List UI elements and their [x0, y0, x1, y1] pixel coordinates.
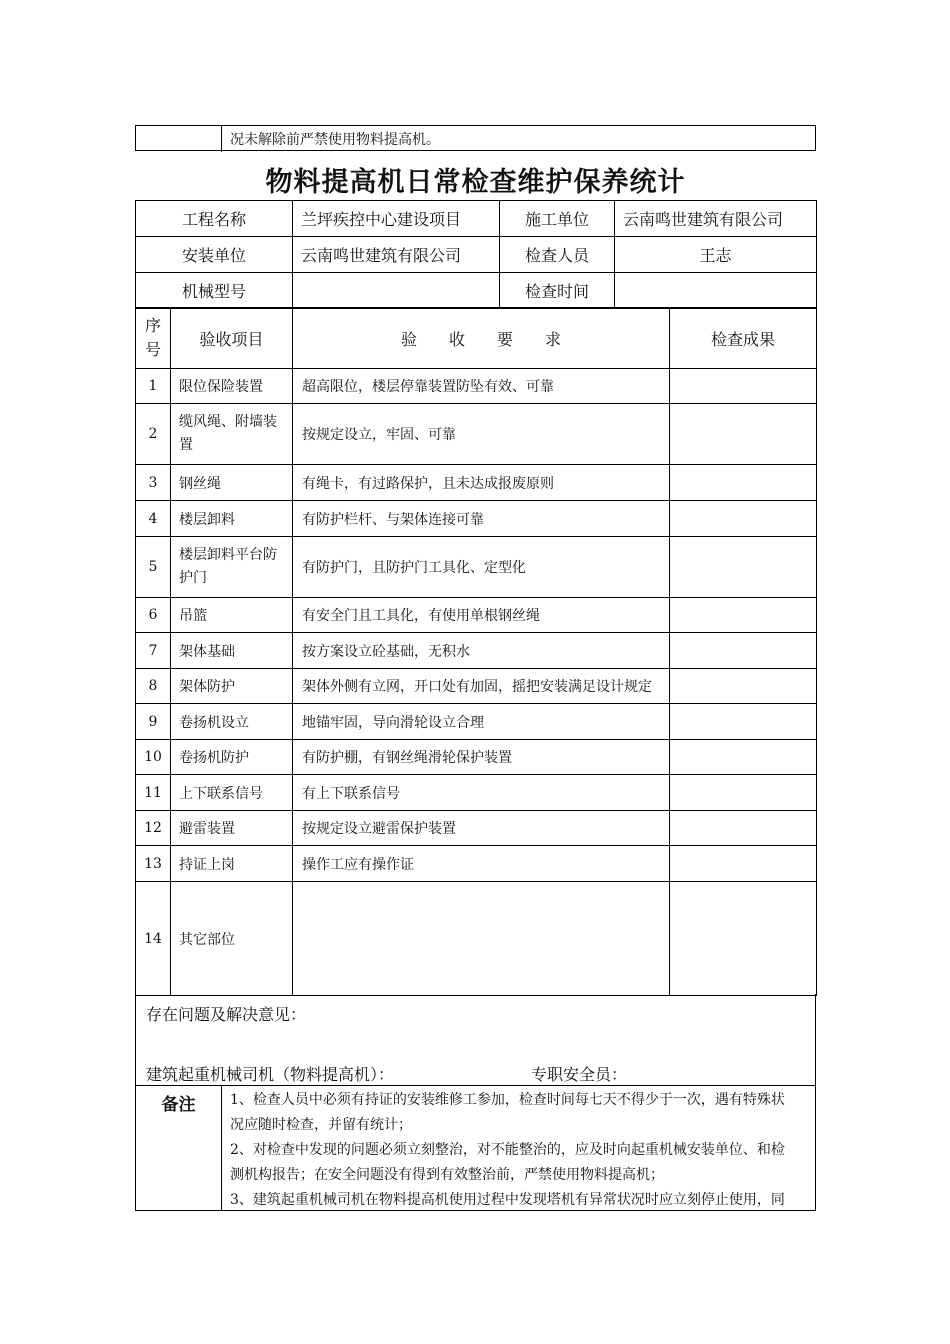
table-row [136, 465, 817, 501]
safety-officer-signature-label: 专职安全员： [531, 1065, 628, 1084]
row-number: 11 [136, 775, 171, 811]
row-requirement: 有防护棚，有钢丝绳滑轮保护装置 [293, 740, 670, 775]
table-row [136, 369, 817, 404]
table-row [136, 882, 817, 996]
row-result [670, 633, 817, 669]
row-item: 楼层卸料 [171, 501, 293, 537]
page-title: 物料提高机日常检查维护保养统计 [265, 167, 686, 198]
row-number: 4 [136, 501, 171, 537]
row-number: 6 [136, 598, 171, 633]
note-line: 2、对检查中发现的问题必须立刻整治，对不能整治的，应及时向起重机械安装单位、和检 [230, 1142, 785, 1158]
row-requirement: 有防护门，且防护门工具化、定型化 [293, 537, 670, 598]
row-requirement: 有防护栏杆、与架体连接可靠 [293, 501, 670, 537]
note-line: 况应随时检查，并留有统计； [230, 1117, 412, 1133]
inspection-table [135, 307, 817, 996]
inspector-value: 王志 [615, 237, 817, 273]
row-result [670, 775, 817, 811]
constructor-value: 云南鸣世建筑有限公司 [615, 201, 817, 237]
continuation-blank-cell [136, 126, 222, 152]
table-row [136, 775, 817, 811]
row-number: 1 [136, 369, 171, 404]
table-row [136, 811, 817, 846]
row-result [670, 465, 817, 501]
row-requirement: 有安全门且工具化，有使用单根钢丝绳 [293, 598, 670, 633]
row-result [670, 882, 817, 996]
row-item: 持证上岗 [171, 846, 293, 882]
row-requirement: 按规定设立避雷保护装置 [293, 811, 670, 846]
table-row [136, 704, 817, 740]
row-result [670, 598, 817, 633]
table-row [136, 598, 817, 633]
problems-label: 存在问题及解决意见： [146, 1005, 307, 1024]
row-result [670, 404, 817, 465]
problems-section [135, 994, 816, 1086]
row-requirement: 有上下联系信号 [293, 775, 670, 811]
time-label: 检查时间 [500, 273, 615, 309]
row-item: 吊篮 [171, 598, 293, 633]
row-number: 14 [136, 882, 171, 996]
row-requirement: 操作工应有操作证 [293, 846, 670, 882]
project-value: 兰坪疾控中心建设项目 [293, 201, 500, 237]
time-value [615, 273, 817, 309]
row-result [670, 537, 817, 598]
column-header-requirement: 验 收 要 求 [293, 308, 670, 369]
notes-label: 备注 [136, 1086, 222, 1210]
row-item: 限位保险装置 [171, 369, 293, 404]
row-item: 楼层卸料平台防护门 [171, 537, 293, 598]
row-requirement: 按方案设立砼基础，无积水 [293, 633, 670, 669]
row-item: 缆风绳、附墙装置 [171, 404, 293, 465]
continuation-text: 况未解除前严禁使用物料提高机。 [230, 132, 440, 148]
table-row [136, 633, 817, 669]
row-requirement: 超高限位，楼层停靠装置防坠有效、可靠 [293, 369, 670, 404]
row-result [670, 811, 817, 846]
row-item: 架体防护 [171, 669, 293, 704]
installer-value: 云南鸣世建筑有限公司 [293, 237, 500, 273]
installer-label: 安装单位 [136, 237, 293, 273]
row-number: 2 [136, 404, 171, 465]
notes-body [230, 1088, 810, 1213]
header-info-table [135, 200, 817, 309]
table-row [136, 537, 817, 598]
table-row [136, 501, 817, 537]
row-number: 12 [136, 811, 171, 846]
row-requirement: 有绳卡，有过路保护，且未达成报废原则 [293, 465, 670, 501]
row-requirement: 地锚牢固，导向滑轮设立合理 [293, 704, 670, 740]
row-number: 10 [136, 740, 171, 775]
model-value [293, 273, 500, 309]
model-label: 机械型号 [136, 273, 293, 309]
note-line: 3、建筑起重机械司机在物料提高机使用过程中发现塔机有异常状况时应立刻停止使用，同 [230, 1192, 785, 1208]
row-result [670, 669, 817, 704]
row-requirement [293, 882, 670, 996]
row-number: 7 [136, 633, 171, 669]
column-header-result: 检查成果 [670, 308, 817, 369]
note-line: 1、检查人员中必须有持证的安装维修工参加，检查时间每七天不得少于一次，遇有特殊状 [230, 1092, 785, 1108]
row-result [670, 704, 817, 740]
row-item: 上下联系信号 [171, 775, 293, 811]
column-header-seq: 序 号 [136, 308, 171, 369]
row-item: 卷扬机设立 [171, 704, 293, 740]
table-row [136, 740, 817, 775]
row-item: 卷扬机防护 [171, 740, 293, 775]
table-row [136, 404, 817, 465]
row-requirement: 架体外侧有立网，开口处有加固，摇把安装满足设计规定 [293, 669, 670, 704]
row-number: 3 [136, 465, 171, 501]
row-result [670, 740, 817, 775]
inspector-label: 检查人员 [500, 237, 615, 273]
row-result [670, 369, 817, 404]
row-number: 13 [136, 846, 171, 882]
column-header-item: 验收项目 [171, 308, 293, 369]
note-line: 测机构报告；在安全问题没有得到有效整治前，严禁使用物料提高机； [230, 1167, 664, 1183]
row-item: 其它部位 [171, 882, 293, 996]
notes-section [135, 1085, 816, 1211]
row-result [670, 846, 817, 882]
project-label: 工程名称 [136, 201, 293, 237]
row-item: 钢丝绳 [171, 465, 293, 501]
row-number: 8 [136, 669, 171, 704]
row-number: 9 [136, 704, 171, 740]
row-item: 避雷装置 [171, 811, 293, 846]
row-number: 5 [136, 537, 171, 598]
row-requirement: 按规定设立，牢固、可靠 [293, 404, 670, 465]
table-row [136, 846, 817, 882]
constructor-label: 施工单位 [500, 201, 615, 237]
driver-signature-label: 建筑起重机械司机（物料提高机）： [146, 1065, 395, 1084]
table-row [136, 669, 817, 704]
row-result [670, 501, 817, 537]
row-item: 架体基础 [171, 633, 293, 669]
continuation-row [135, 125, 816, 151]
